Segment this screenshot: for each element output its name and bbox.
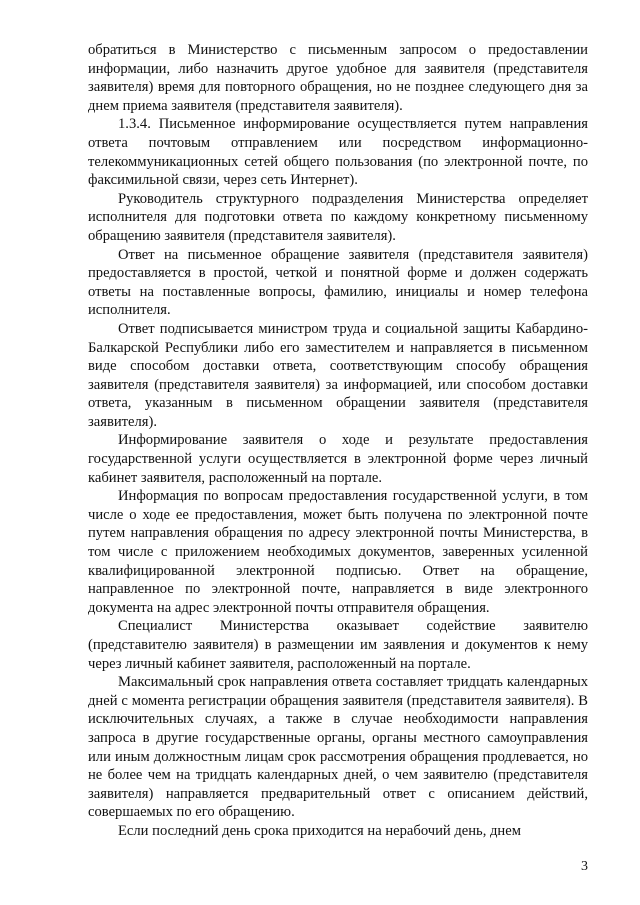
paragraph: Ответ на письменное обращение заявителя (представителя заявителя) предоставляется в простой, четкой и понятной форме и должен содержать ответы на поставленные вопросы, фамилию, инициалы и номер телефона исполнителя. <box>88 246 588 319</box>
paragraph: Информация по вопросам предоставления государственной услуги, в том числе о ходе ее предоставления, может быть получена по электронной почте путем направления обращения по адресу электронной почты Министерства, в том числе с приложением необходимых документов, заверенных усиленной квалифицированной электронной подписью. Ответ на обращение, направленное по электронной почте, направляется в виде электронного документа на адрес электронной почты отправителя обращения. <box>88 488 588 616</box>
paragraph: обратиться в Министерство с письменным запросом о предоставлении информации, либо назначить другое удобное для заявителя (представителя заявителя) время для повторного обращения, но не позднее следующего дня за днем приема заявителя (представителя заявителя). <box>88 42 588 114</box>
body-text <box>88 41 588 841</box>
page-number: 3 <box>581 859 588 874</box>
paragraph: Информирование заявителя о ходе и результате предоставления государственной услуги осуществляется в электронной форме через личный кабинет заявителя, расположенный на портале. <box>88 432 588 486</box>
paragraph: 1.3.4. Письменное информирование осуществляется путем направления ответа почтовым отправлением или посредством информационно-телекоммуникационных сетей общего пользования (по электронной почте, по факсимильной связи, через сеть Интернет). <box>88 116 588 189</box>
paragraph: Максимальный срок направления ответа составляет тридцать календарных дней с момента регистрации обращения заявителя (представителя заявителя). В исключительных случаях, а также в случае необходимости направления запроса в другие государственные органы, органы местного самоуправления или иным должностным лицам срок рассмотрения обращения продлевается, но не более чем на тридцать календарных дней, о чем заявителю (представителя заявителя) направляется предварительный ответ с описанием действий, совершаемых по его обращению. <box>88 674 588 821</box>
paragraph: Специалист Министерства оказывает содействие заявителю (представителю заявителя) в размещении им заявления и документов к нему через личный кабинет заявителя, расположенный на портале. <box>88 618 588 672</box>
paragraph: Ответ подписывается министром труда и социальной защиты Кабардино-Балкарской Республики либо его заместителем и направляется в письменном виде способом доставки ответа, соответствующим способу обращения заявителя (представителя заявителя) за информацией, или способом доставки ответа, указанным в письменном обращении заявителя (представителя заявителя). <box>88 320 588 430</box>
paragraph: Если последний день срока приходится на нерабочий день, днем <box>118 822 521 839</box>
paragraph: Руководитель структурного подразделения Министерства определяет исполнителя для подготовки ответа по каждому конкретному письменному обращению заявителя (представителя заявителя). <box>88 190 588 244</box>
